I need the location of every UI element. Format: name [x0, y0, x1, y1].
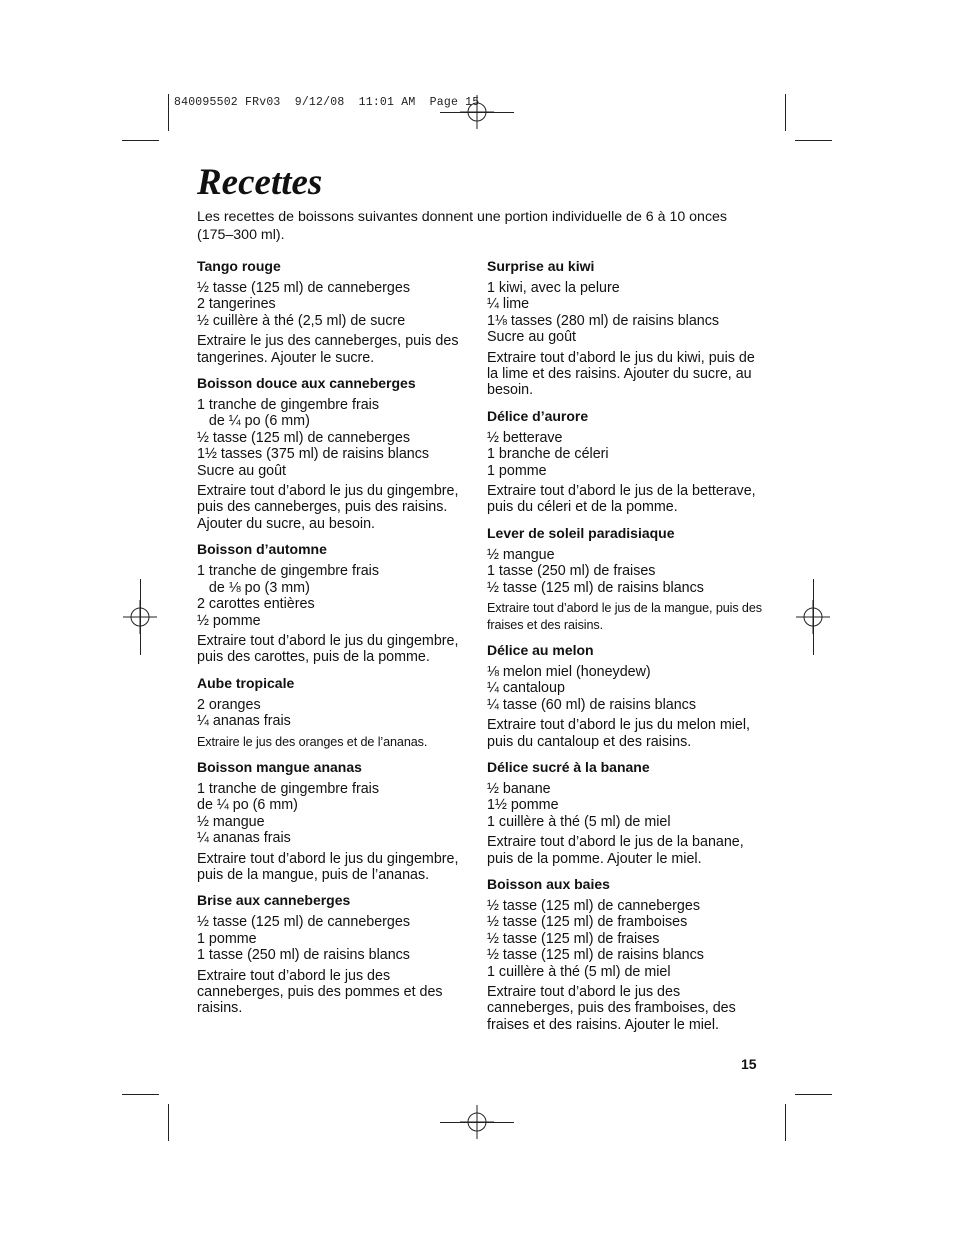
ingredient-item: 1 tranche de gingembre frais [197, 780, 379, 797]
ingredient-list [487, 430, 762, 479]
recipe-title: Boisson mangue ananas [197, 758, 362, 775]
crop-mark-bottom-left-vertical [168, 1104, 169, 1141]
crop-mark-bottom-right-vertical [785, 1104, 786, 1141]
recipe [487, 876, 762, 1033]
ingredient-item: 1 tasse (250 ml) de fraises [487, 563, 656, 580]
ingredient-item: 1⅛ tasses (280 ml) de raisins blancs [487, 312, 720, 329]
ingredient-item: 1 branche de céleri [487, 446, 609, 463]
recipe [197, 541, 459, 665]
recipe [197, 258, 459, 366]
ingredient-item: ½ tasse (125 ml) de raisins blancs [487, 947, 704, 964]
ingredient-item: 2 tangerines [197, 296, 276, 313]
recipe-instructions: Extraire tout d’abord le jus de la banane, puis de la pomme. Ajouter le miel. [487, 834, 744, 867]
recipe [487, 258, 762, 399]
ingredient-item: 1 cuillère à thé (5 ml) de miel [487, 813, 671, 830]
ingredient-list [197, 914, 459, 963]
ingredient-item: 1 kiwi, avec la pelure [487, 280, 620, 296]
recipe [197, 675, 459, 750]
recipe [197, 759, 459, 883]
ingredient-item: de ⅛ po (3 mm) [197, 579, 310, 596]
ingredient-item: ½ betterave [487, 429, 563, 446]
ingredient-item: ½ banane [487, 780, 551, 797]
crop-mark-top-right-vertical [785, 94, 786, 131]
ingredient-item: ½ tasse (125 ml) de canneberges [487, 897, 700, 914]
recipe-title: Délice d’aurore [487, 407, 589, 424]
ingredient-list [197, 280, 459, 329]
ingredient-item: ½ tasse (125 ml) de canneberges [197, 429, 410, 446]
ingredient-list [487, 547, 762, 596]
recipe [487, 525, 762, 633]
recipe-title: Surprise au kiwi [487, 258, 595, 274]
recipe [197, 375, 459, 532]
recipe-instructions: Extraire le jus des oranges et de l’ananas. [197, 734, 428, 749]
crop-mark-top-right-horizontal [795, 140, 832, 141]
ingredient-item: 1½ pomme [487, 797, 559, 814]
recipe-title: Délice sucré à la banane [487, 758, 650, 775]
ingredient-item: Sucre au goût [197, 462, 287, 479]
registration-target-left-icon [123, 600, 157, 634]
crop-mark-top-left-vertical [168, 94, 169, 131]
recipe-instructions: Extraire tout d’abord le jus de la mangue, puis des fraises et des raisins. [487, 601, 762, 632]
ingredient-item: 2 carottes entières [197, 596, 315, 613]
ingredient-item: de ¼ po (6 mm) [197, 413, 310, 430]
recipe-title: Tango rouge [197, 258, 281, 274]
ingredient-item: 1½ tasses (375 ml) de raisins blancs [197, 446, 430, 463]
recipe-title: Brise aux canneberges [197, 892, 351, 909]
ingredient-item: ½ tasse (125 ml) de raisins blancs [487, 579, 704, 596]
ingredient-item: 1 tasse (250 ml) de raisins blancs [197, 947, 410, 964]
registration-target-right-icon [796, 600, 830, 634]
crop-mark-bottom-right-horizontal [795, 1094, 832, 1095]
ingredient-item: 1 tranche de gingembre frais [197, 397, 379, 414]
ingredient-item: ½ mangue [197, 813, 265, 830]
ingredient-item: 1 pomme [197, 930, 257, 947]
ingredient-item: ¼ tasse (60 ml) de raisins blancs [487, 696, 696, 713]
recipe [487, 759, 762, 867]
ingredient-list [487, 898, 762, 980]
ingredient-item: ½ tasse (125 ml) de framboises [487, 914, 688, 931]
printer-slug: 840095502 FRv03 9/12/08 11:01 AM Page 15 [174, 96, 480, 109]
ingredient-item: Sucre au goût [487, 329, 577, 346]
recipe-title: Boisson douce aux canneberges [197, 375, 416, 392]
ingredient-item: ½ pomme [197, 612, 261, 629]
ingredient-list [197, 697, 459, 730]
ingredient-item: ¼ cantaloup [487, 680, 565, 697]
ingredient-item: ½ tasse (125 ml) de fraises [487, 930, 660, 947]
recipe-title: Délice au melon [487, 641, 594, 658]
registration-target-top-icon [460, 95, 494, 129]
ingredient-item: ½ tasse (125 ml) de canneberges [197, 914, 410, 931]
intro-text: Les recettes de boissons suivantes donnent une portion individuelle de 6 à 10 onces (175–300 ml). [197, 209, 728, 243]
recipe-title: Aube tropicale [197, 674, 295, 691]
ingredient-item: 1 cuillère à thé (5 ml) de miel [487, 963, 671, 980]
ingredient-item: ½ mangue [487, 546, 555, 563]
recipe-instructions: Extraire tout d’abord le jus du gingembre, puis des carottes, puis de la pomme. [197, 632, 459, 666]
ingredient-item: ⅛ melon miel (honeydew) [487, 663, 651, 680]
recipe-title: Lever de soleil paradisiaque [487, 524, 675, 541]
recipe [487, 642, 762, 750]
recipe-title: Boisson d’automne [197, 541, 327, 558]
recipe [487, 408, 762, 516]
recipe-instructions: Extraire tout d’abord le jus du kiwi, puis de la lime et des raisins. Ajouter du sucre, au besoin. [487, 349, 755, 399]
ingredient-list [487, 664, 762, 713]
crop-mark-bottom-left-horizontal [122, 1094, 159, 1095]
recipe-instructions: Extraire tout d’abord le jus du gingembre, puis de la mangue, puis de l’ananas. [197, 850, 459, 883]
crop-mark-top-left-horizontal [122, 140, 159, 141]
ingredient-list [197, 397, 459, 479]
page-number: 15 [741, 1056, 757, 1072]
recipe-instructions: Extraire tout d’abord le jus des canneberges, puis des framboises, des fraises et des raisins. Ajouter le miel. [487, 984, 736, 1033]
ingredient-item: ½ tasse (125 ml) de canneberges [197, 280, 410, 296]
ingredient-item: ¼ ananas frais [197, 713, 291, 730]
recipes-left-column [197, 258, 459, 1026]
ingredient-list [487, 280, 762, 346]
page-title: Recettes [197, 162, 323, 203]
ingredient-list [197, 781, 459, 847]
ingredient-item: ¼ ananas frais [197, 830, 291, 847]
ingredient-list [487, 781, 762, 830]
ingredient-list [197, 563, 459, 629]
recipe-instructions: Extraire tout d’abord le jus du melon miel, puis du cantaloup et des raisins. [487, 717, 751, 750]
recipe-instructions: Extraire tout d’abord le jus du gingembre, puis des canneberges, puis des raisins. Ajouter du sucre, au besoin. [197, 483, 459, 532]
recipe [197, 892, 459, 1016]
ingredient-item: 1 pomme [487, 462, 547, 479]
recipe-title: Boisson aux baies [487, 875, 610, 892]
ingredient-item: de ¼ po (6 mm) [197, 797, 298, 814]
ingredient-item: ½ cuillère à thé (2,5 ml) de sucre [197, 312, 406, 329]
ingredient-item: 2 oranges [197, 696, 261, 713]
ingredient-item: 1 tranche de gingembre frais [197, 563, 379, 580]
recipe-instructions: Extraire tout d’abord le jus de la betterave, puis du céleri et de la pomme. [487, 483, 756, 516]
registration-target-bottom-icon [460, 1105, 494, 1139]
recipe-instructions: Extraire le jus des canneberges, puis des tangerines. Ajouter le sucre. [197, 333, 459, 366]
ingredient-item: ¼ lime [487, 296, 530, 313]
recipes-right-column [487, 258, 762, 1042]
recipe-instructions: Extraire tout d’abord le jus des canneberges, puis des pommes et des raisins. [197, 967, 443, 1017]
